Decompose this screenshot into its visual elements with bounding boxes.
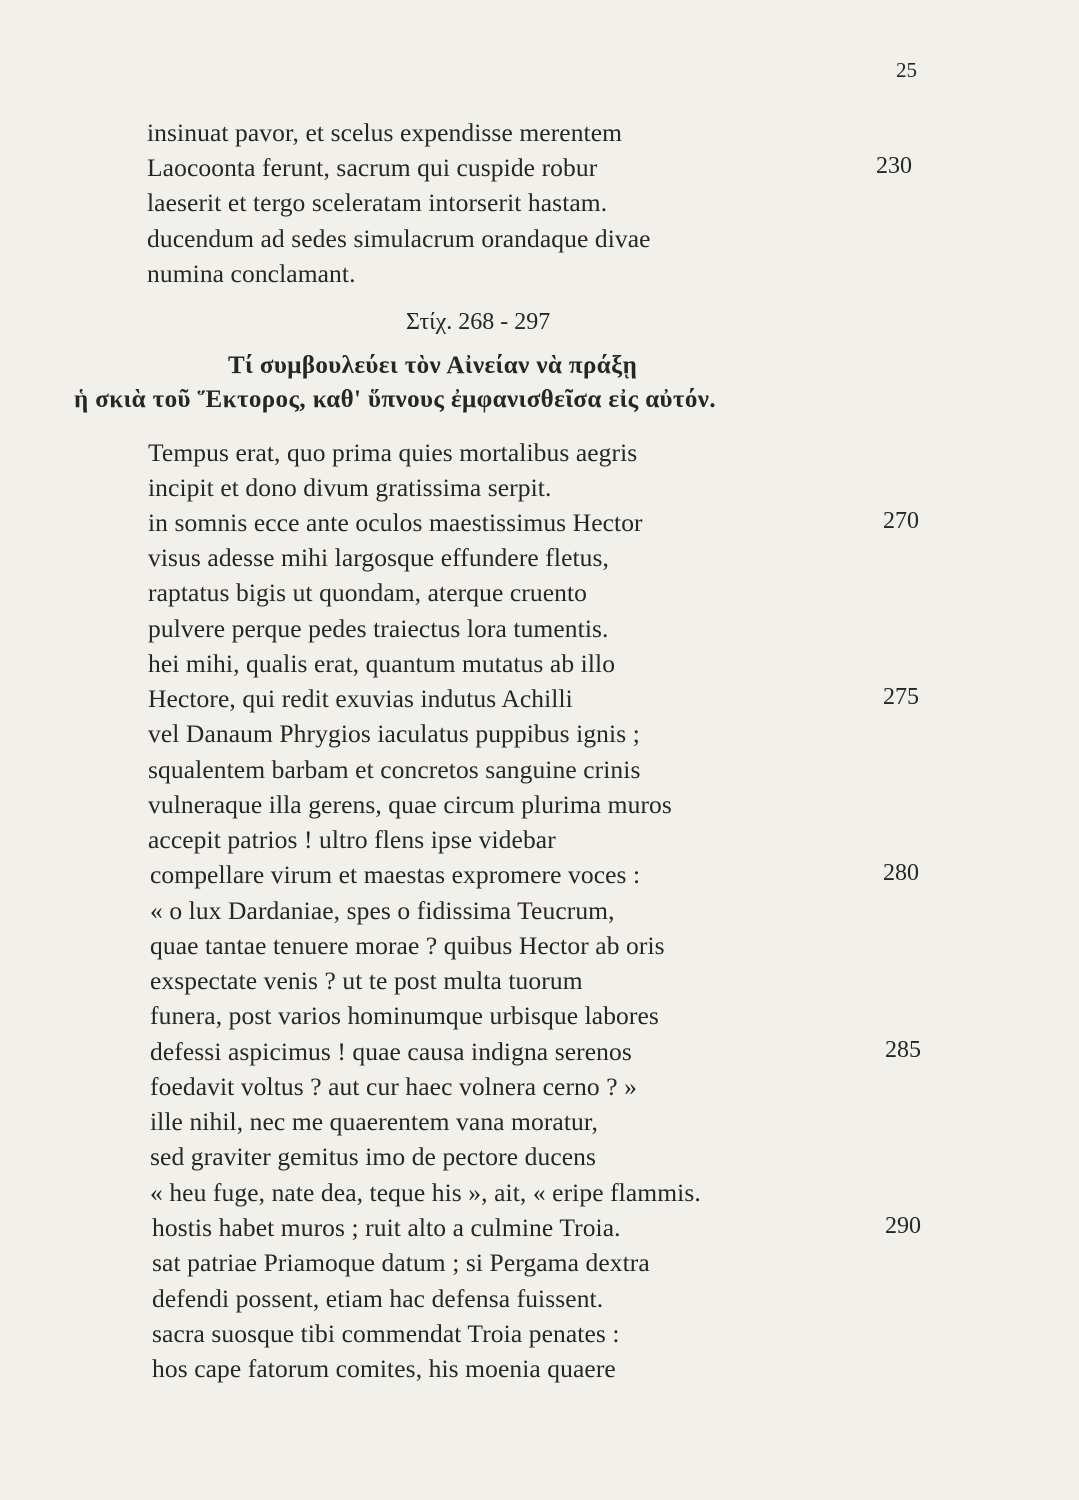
verse-line: hei mihi, qualis erat, quantum mutatus ab illo xyxy=(148,649,616,678)
line-number: 270 xyxy=(883,508,919,534)
verse-line: insinuat pavor, et scelus expendisse merentem xyxy=(147,118,623,147)
verse-line: hos cape fatorum comites, his moenia quaere xyxy=(152,1354,616,1383)
line-number: 275 xyxy=(883,684,919,710)
verse-line: sacra suosque tibi commendat Troia penates : xyxy=(152,1319,620,1348)
verse-line: exspectate venis ? ut te post multa tuorum xyxy=(150,966,583,995)
verse-line: sat patriae Priamoque datum ; si Pergama dextra xyxy=(152,1248,650,1277)
verse-line: accepit patrios ! ultro flens ipse videbar xyxy=(148,825,556,854)
verse-line: defessi aspicimus ! quae causa indigna serenos xyxy=(150,1037,632,1066)
line-number: 285 xyxy=(885,1037,921,1063)
verse-line: vel Danaum Phrygios iaculatus puppibus ignis ; xyxy=(148,719,640,748)
verse-line: squalentem barbam et concretos sanguine crinis xyxy=(148,755,641,784)
verse-line: laeserit et tergo sceleratam intorserit hastam. xyxy=(147,188,608,217)
verse-line: sed graviter gemitus imo de pectore ducens xyxy=(150,1142,597,1171)
verse-line: foedavit voltus ? aut cur haec volnera cerno ? » xyxy=(150,1072,637,1101)
verse-line: compellare virum et maestas expromere voces : xyxy=(150,860,641,889)
verse-line: ille nihil, nec me quaerentem vana moratur, xyxy=(150,1107,598,1136)
verse-line: numina conclamant. xyxy=(147,259,356,288)
verse-line: quae tantae tenuere morae ? quibus Hector ab oris xyxy=(150,931,665,960)
verse-line: vulneraque illa gerens, quae circum plurima muros xyxy=(148,790,672,819)
verse-line: « o lux Dardaniae, spes o fidissima Teucrum, xyxy=(150,896,615,925)
verse-line: raptatus bigis ut quondam, aterque cruento xyxy=(148,578,587,607)
verse-line: Laocoonta ferunt, sacrum qui cuspide robur xyxy=(147,153,598,182)
line-number: 290 xyxy=(885,1213,921,1239)
verse-line: incipit et dono divum gratissima serpit. xyxy=(148,473,552,502)
section-title-line-2: ἡ σκιὰ τοῦ Ἕκτορος, καθ' ὕπνους ἐμφανισθεῖσα εἰς αὐτόν. xyxy=(74,386,716,413)
verse-line: ducendum ad sedes simulacrum orandaque divae xyxy=(147,224,651,253)
verse-line: in somnis ecce ante oculos maestissimus Hector xyxy=(148,508,643,537)
section-title-line-1: Τί συμβουλεύει τὸν Αἰνείαν νὰ πράξῃ xyxy=(228,352,638,379)
verse-range-heading: Στίχ. 268 - 297 xyxy=(406,309,551,335)
verse-line: Tempus erat, quo prima quies mortalibus aegris xyxy=(148,438,638,467)
line-number: 280 xyxy=(883,860,919,886)
page-number: 25 xyxy=(896,58,917,82)
verse-line: defendi possent, etiam hac defensa fuissent. xyxy=(152,1284,604,1313)
verse-line: « heu fuge, nate dea, teque his », ait, « eripe flammis. xyxy=(150,1178,701,1207)
verse-line: visus adesse mihi largosque effundere fletus, xyxy=(148,543,610,572)
verse-line: funera, post varios hominumque urbisque labores xyxy=(150,1001,659,1030)
verse-line: pulvere perque pedes traiectus lora tumentis. xyxy=(148,614,609,643)
line-number: 230 xyxy=(876,153,912,179)
verse-line: hostis habet muros ; ruit alto a culmine Troia. xyxy=(152,1213,621,1242)
verse-line: Hectore, qui redit exuvias indutus Achilli xyxy=(148,684,573,713)
